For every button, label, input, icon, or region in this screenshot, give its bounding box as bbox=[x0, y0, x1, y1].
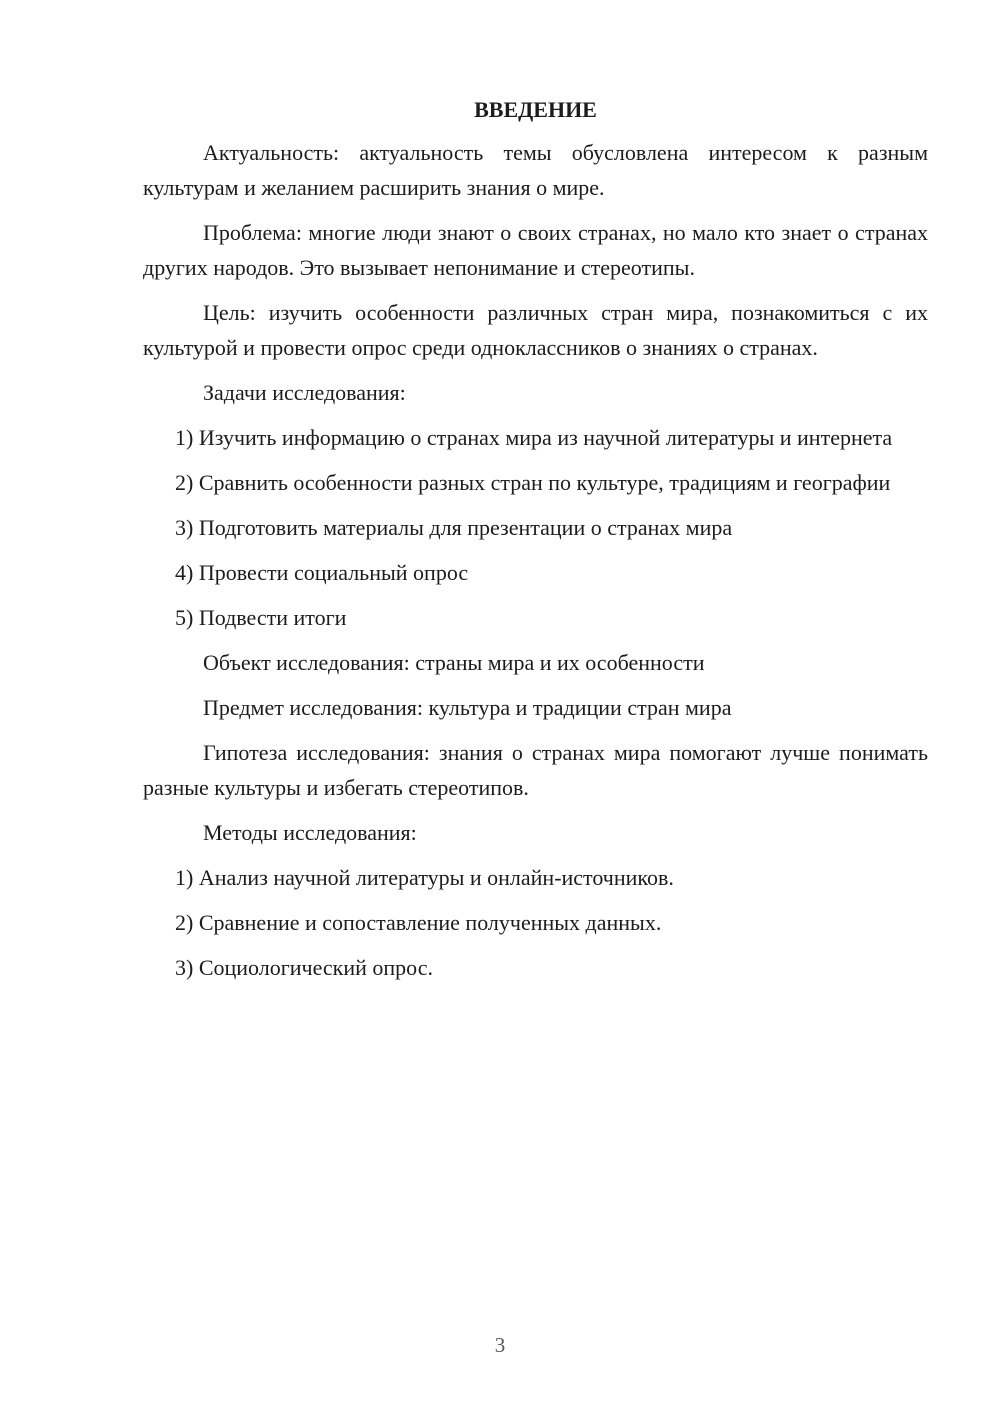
paragraph-relevance: Актуальность: актуальность темы обусловлена интересом к разным культурам и желанием расширить знания о мире. bbox=[143, 140, 928, 200]
list-item-task-4: 4) Провести социальный опрос bbox=[175, 560, 469, 585]
list-item-method-3: 3) Социологический опрос. bbox=[175, 955, 433, 980]
paragraph-subject: Предмет исследования: культура и традиции стран мира bbox=[203, 695, 732, 720]
paragraph-methods-heading: Методы исследования: bbox=[203, 820, 417, 845]
list-item-task-1: 1) Изучить информацию о странах мира из научной литературы и интернета bbox=[175, 425, 893, 450]
list-item-task-3: 3) Подготовить материалы для презентации о странах мира bbox=[175, 515, 733, 540]
document-body bbox=[143, 95, 928, 995]
list-item-task-5: 5) Подвести итоги bbox=[175, 605, 347, 630]
page-number: 3 bbox=[494, 1333, 506, 1357]
list-item-method-2: 2) Сравнение и сопоставление полученных данных. bbox=[175, 910, 662, 935]
paragraph-problem: Проблема: многие люди знают о своих странах, но мало кто знает о странах других народов. Это вызывает непонимание и стереотипы. bbox=[143, 220, 928, 280]
paragraph-object: Объект исследования: страны мира и их особенности bbox=[203, 650, 705, 675]
page-title: ВВЕДЕНИЕ bbox=[474, 97, 597, 122]
list-item-method-1: 1) Анализ научной литературы и онлайн-источников. bbox=[175, 865, 674, 890]
paragraph-tasks-heading: Задачи исследования: bbox=[203, 380, 406, 405]
paragraph-hypothesis: Гипотеза исследования: знания о странах мира помогают лучше понимать разные культуры и избегать стереотипов. bbox=[143, 740, 928, 800]
paragraph-goal: Цель: изучить особенности различных стран мира, познакомиться с их культурой и провести опрос среди одноклассников о знаниях о странах. bbox=[143, 300, 928, 360]
list-item-task-2: 2) Сравнить особенности разных стран по культуре, традициям и географии bbox=[175, 470, 891, 495]
